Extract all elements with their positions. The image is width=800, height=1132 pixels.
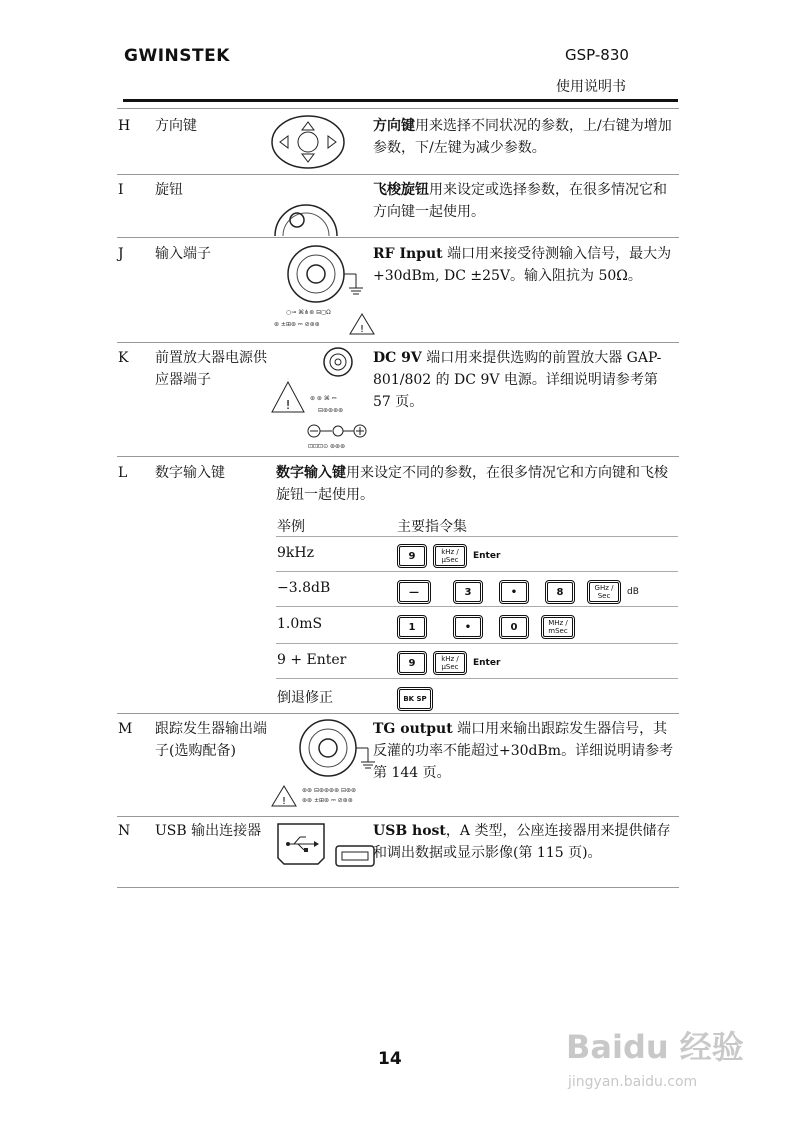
keypad-key: GHz / Sec: [587, 580, 621, 604]
row-name: 输入端子: [155, 246, 211, 262]
divider: [276, 536, 678, 537]
key-suffix: Enter: [473, 658, 501, 668]
key-sequence: [397, 684, 433, 714]
keypad-key: 9: [397, 651, 427, 675]
svg-text:⊛⊛ ⊟⊛⊛⊛⊛ ⊟⊛⊛: ⊛⊛ ⊟⊛⊛⊛⊛ ⊟⊛⊛: [302, 787, 357, 794]
divider: [117, 456, 679, 457]
keypad-key: kHz / µSec: [433, 544, 467, 568]
row-description: 方向键用来选择不同状况的参数，上/右键为增加参数，下/左键为减少参数。: [373, 118, 672, 156]
svg-text:⊛ ±⊞⊛ ⎓ ⊘⊛⊛: ⊛ ±⊞⊛ ⎓ ⊘⊛⊛: [274, 321, 320, 328]
svg-text:⊛⊛ ±⊞⊛ ⎓ ⊘⊛⊛: ⊛⊛ ±⊞⊛ ⎓ ⊘⊛⊛: [302, 797, 353, 804]
key-sequence: [397, 577, 639, 607]
divider: [117, 342, 679, 343]
keypad-key: 3: [453, 580, 483, 604]
divider: [117, 887, 679, 888]
key-sequence: [397, 541, 500, 571]
key-suffix: Enter: [473, 551, 501, 561]
keypad-key: 1: [397, 615, 427, 639]
table-header-example: 举例: [277, 519, 305, 535]
keypad-key: •: [499, 580, 529, 604]
keypad-key: MHz / mSec: [541, 615, 575, 639]
row-description: RF Input 端口用来接受待测输入信号，最大为+30dBm, DC ±25V。输入阻抗为 50Ω。: [373, 246, 672, 284]
key-suffix: dB: [627, 587, 639, 597]
row-description: 数字输入键用来设定不同的参数，在很多情况它和方向键和飞梭旋钮一起使用。: [276, 465, 668, 503]
row-name: USB 输出连接器: [155, 823, 262, 839]
row-name: 数字输入键: [155, 465, 225, 481]
watermark-url: jingyan.baidu.com: [568, 1074, 698, 1090]
usb-port-icon: [276, 822, 380, 870]
table-header-commands: 主要指令集: [397, 519, 467, 535]
divider: [276, 571, 678, 572]
backspace-key: BK SP: [397, 687, 433, 711]
example-label: 9kHz: [277, 545, 314, 561]
brand-logo: GWINSTEK: [124, 46, 230, 66]
example-label: 9 + Enter: [277, 652, 347, 668]
svg-text:!: !: [285, 398, 291, 412]
svg-text:!: !: [359, 324, 365, 335]
svg-text:!: !: [281, 796, 287, 807]
svg-text:⊡⊡⊡⊙ ⊛⊛⊛: ⊡⊡⊡⊙ ⊛⊛⊛: [308, 443, 346, 450]
row-letter: K: [118, 350, 129, 366]
divider: [117, 237, 679, 238]
arrow-keys-icon: [268, 114, 348, 170]
divider: [117, 816, 679, 817]
watermark-logo: Baidu 经验: [566, 1028, 744, 1066]
row-description: 飞梭旋钮用来设定或选择参数，在很多情况它和方向键一起使用。: [373, 182, 667, 220]
row-letter: H: [118, 118, 131, 134]
row-name: 前置放大器电源供应器端子: [155, 350, 267, 388]
row-letter: I: [118, 182, 124, 198]
example-label: 倒退修正: [277, 690, 333, 706]
key-sequence: [397, 612, 575, 642]
example-label: −3.8dB: [277, 580, 331, 596]
row-description: DC 9V 端口用来提供选购的前置放大器 GAP-801/802 的 DC 9V 电源。详细说明请参考第 57 页。: [373, 350, 662, 410]
dc-power-jack-icon: [268, 346, 372, 452]
row-letter: N: [118, 823, 131, 839]
row-description: USB host，A 类型，公座连接器用来提供储存和调出数据或显示影像(第 115 页)。: [373, 823, 671, 861]
key-sequence: [397, 648, 500, 678]
divider: [117, 174, 679, 175]
jog-knob-icon: [271, 180, 341, 236]
model-number: GSP-830: [565, 46, 629, 64]
keypad-key: 0: [499, 615, 529, 639]
row-letter: M: [118, 721, 133, 737]
header-rule: [123, 99, 678, 102]
svg-text:⊟⊛⊛⊛⊛: ⊟⊛⊛⊛⊛: [318, 407, 344, 414]
tg-output-connector-icon: [270, 720, 390, 810]
keypad-key: 9: [397, 544, 427, 568]
row-letter: J: [118, 246, 124, 262]
keypad-key: kHz / µSec: [433, 651, 467, 675]
row-letter: L: [118, 465, 128, 481]
keypad-key: —: [397, 580, 431, 604]
divider: [276, 643, 678, 644]
svg-text:⊛ ⊛ ⌘ ⎓: ⊛ ⊛ ⌘ ⎓: [310, 395, 337, 402]
row-name: 方向键: [155, 118, 197, 134]
divider: [276, 678, 678, 679]
page-number: 14: [378, 1049, 402, 1069]
divider: [117, 713, 679, 714]
example-label: 1.0mS: [277, 616, 323, 632]
svg-text:○⊸ ⌘⋔⊛ ⊟◻Ω: ○⊸ ⌘⋔⊛ ⊟◻Ω: [286, 309, 331, 316]
keypad-key: •: [453, 615, 483, 639]
divider: [117, 108, 679, 109]
row-name: 旋钮: [155, 182, 183, 198]
keypad-key: 8: [545, 580, 575, 604]
rf-input-connector-icon: [270, 244, 374, 336]
manual-title: 使用说明书: [556, 79, 626, 95]
divider: [276, 606, 678, 607]
row-description: TG output 端口用来输出跟踪发生器信号，其反灌的功率不能超过+30dBm。详细说明请参考第 144 页。: [373, 721, 674, 781]
row-name: 跟踪发生器输出端子(选购配备): [155, 721, 267, 759]
